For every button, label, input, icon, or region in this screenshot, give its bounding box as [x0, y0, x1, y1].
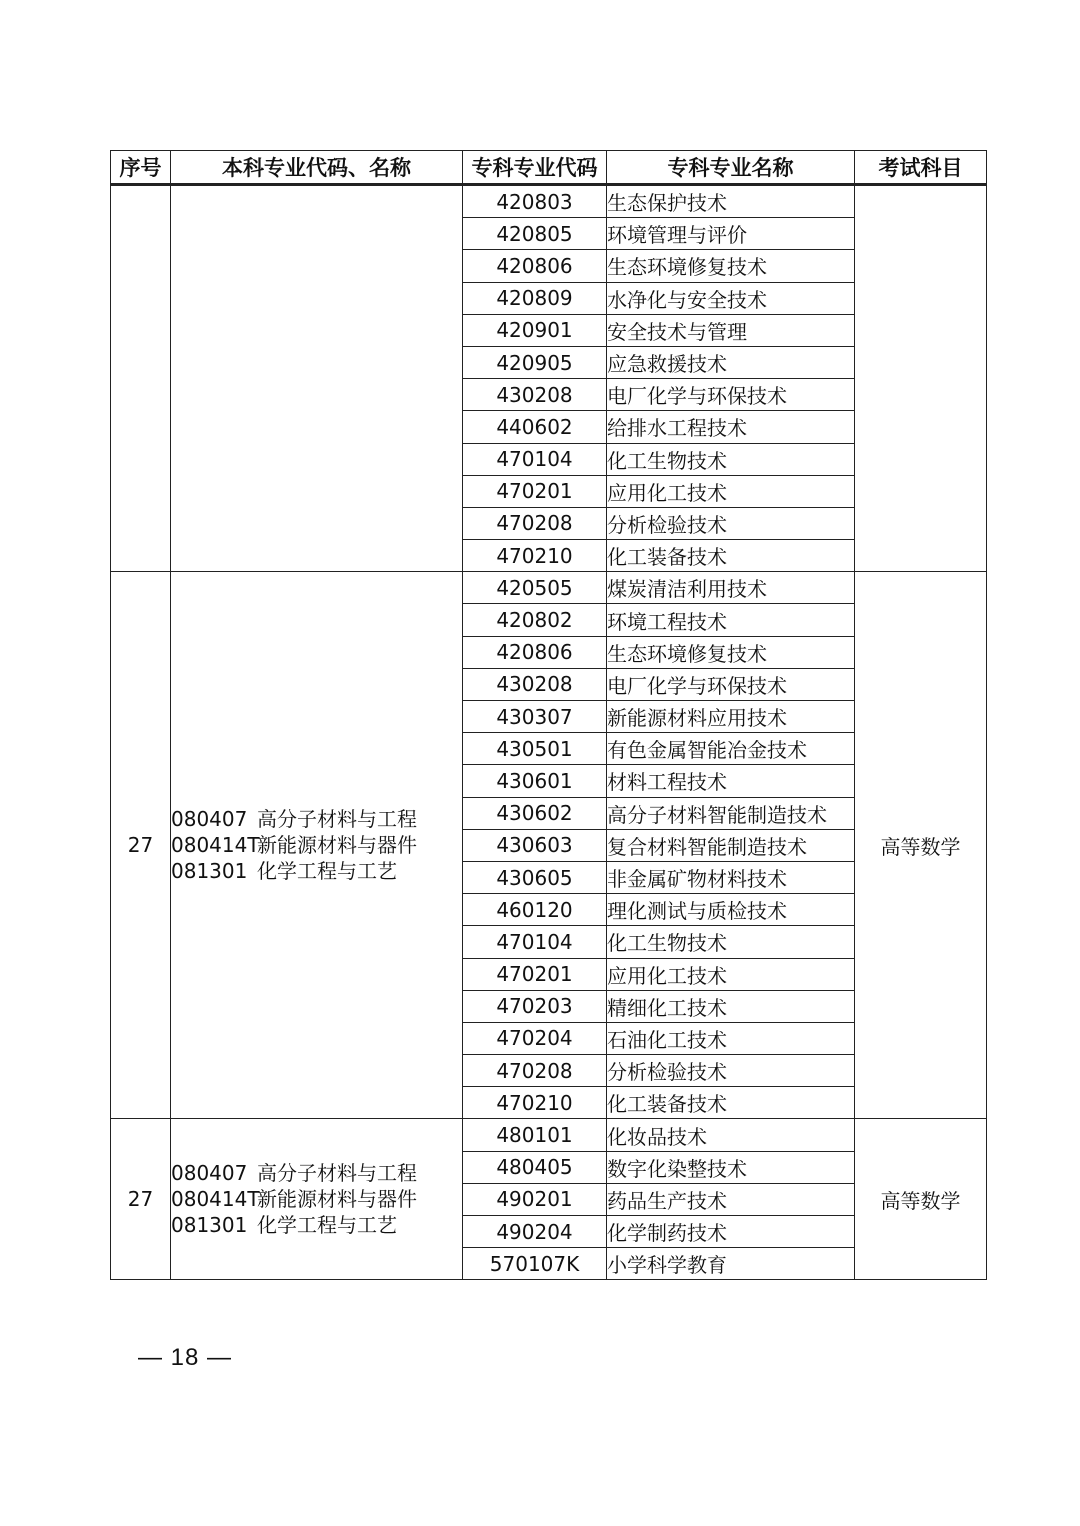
- header-code: 专科专业代码: [463, 151, 607, 185]
- table-row: [111, 185, 987, 218]
- college-name: 电厂化学与环保技术: [607, 379, 855, 411]
- college-code: 480101: [463, 1119, 607, 1151]
- undergrad-code: 080407: [171, 807, 248, 832]
- college-name: 煤炭清洁利用技术: [607, 572, 855, 604]
- undergrad-major: [171, 1212, 462, 1238]
- exam-subject: 高等数学: [855, 572, 987, 1119]
- header-row: [111, 151, 987, 185]
- college-name: 药品生产技术: [607, 1183, 855, 1215]
- header-seq: 序号: [111, 151, 171, 185]
- header-undergrad: 本科专业代码、名称: [171, 151, 463, 185]
- exam-subject: [855, 185, 987, 572]
- college-name: 应用化工技术: [607, 958, 855, 990]
- college-name: 化工装备技术: [607, 1087, 855, 1119]
- undergrad-major: [171, 806, 462, 832]
- undergrad-cell: [171, 185, 463, 572]
- exam-subject: 高等数学: [855, 1119, 987, 1280]
- undergrad-major: [171, 1160, 462, 1186]
- college-code: 420905: [463, 346, 607, 378]
- college-name: 化工生物技术: [607, 443, 855, 475]
- undergrad-code: 080414T: [171, 833, 260, 858]
- seq-cell: 27: [111, 572, 171, 1119]
- college-name: 环境管理与评价: [607, 218, 855, 250]
- college-name: 数字化染整技术: [607, 1151, 855, 1183]
- college-code: 470201: [463, 475, 607, 507]
- college-code: 420802: [463, 604, 607, 636]
- college-name: 分析检验技术: [607, 1055, 855, 1087]
- college-code: 470203: [463, 990, 607, 1022]
- college-code: 420505: [463, 572, 607, 604]
- college-name: 复合材料智能制造技术: [607, 829, 855, 861]
- college-name: 精细化工技术: [607, 990, 855, 1022]
- undergrad-cell: [171, 1119, 463, 1280]
- college-name: 非金属矿物材料技术: [607, 861, 855, 893]
- college-name: 高分子材料智能制造技术: [607, 797, 855, 829]
- college-code: 480405: [463, 1151, 607, 1183]
- college-name: 给排水工程技术: [607, 411, 855, 443]
- college-name: 分析检验技术: [607, 507, 855, 539]
- college-name: 电厂化学与环保技术: [607, 668, 855, 700]
- undergrad-name: 新能源材料与器件: [257, 833, 417, 858]
- college-code: 470208: [463, 1055, 607, 1087]
- college-name: 生态环境修复技术: [607, 250, 855, 282]
- college-code: 570107K: [463, 1248, 607, 1280]
- college-code: 430603: [463, 829, 607, 861]
- college-name: 化妆品技术: [607, 1119, 855, 1151]
- college-name: 理化测试与质检技术: [607, 894, 855, 926]
- college-code: 430602: [463, 797, 607, 829]
- undergrad-name: 新能源材料与器件: [257, 1187, 417, 1212]
- undergrad-name: 化学工程与工艺: [257, 1213, 397, 1238]
- college-code: 430501: [463, 733, 607, 765]
- college-name: 石油化工技术: [607, 1022, 855, 1054]
- undergrad-name: 化学工程与工艺: [257, 859, 397, 884]
- header-name: 专科专业名称: [607, 151, 855, 185]
- college-code: 420803: [463, 185, 607, 218]
- college-code: 420806: [463, 636, 607, 668]
- undergrad-code: 080407: [171, 1161, 248, 1186]
- college-name: 应用化工技术: [607, 475, 855, 507]
- undergrad-code: 081301: [171, 859, 248, 884]
- college-code: 430601: [463, 765, 607, 797]
- college-code: 430208: [463, 379, 607, 411]
- page-number: — 18 —: [138, 1344, 233, 1371]
- table-row: [111, 1119, 987, 1151]
- college-name: 新能源材料应用技术: [607, 701, 855, 733]
- college-code: 470204: [463, 1022, 607, 1054]
- college-code: 430307: [463, 701, 607, 733]
- undergrad-name: 高分子材料与工程: [257, 1161, 417, 1186]
- college-name: 环境工程技术: [607, 604, 855, 636]
- college-code: 470210: [463, 540, 607, 572]
- undergrad-cell: [171, 572, 463, 1119]
- table-body: [111, 185, 987, 1280]
- college-name: 水净化与安全技术: [607, 282, 855, 314]
- college-name: 生态保护技术: [607, 185, 855, 218]
- college-code: 470210: [463, 1087, 607, 1119]
- undergrad-code: 081301: [171, 1213, 248, 1238]
- college-code: 470201: [463, 958, 607, 990]
- undergrad-major: [171, 858, 462, 884]
- college-code: 420809: [463, 282, 607, 314]
- header-subject: 考试科目: [855, 151, 987, 185]
- college-code: 470208: [463, 507, 607, 539]
- college-code: 440602: [463, 411, 607, 443]
- college-code: 490204: [463, 1216, 607, 1248]
- college-code: 430605: [463, 861, 607, 893]
- college-name: 小学科学教育: [607, 1248, 855, 1280]
- college-name: 化学制药技术: [607, 1216, 855, 1248]
- seq-cell: 27: [111, 1119, 171, 1280]
- college-code: 490201: [463, 1183, 607, 1215]
- undergrad-major: [171, 1186, 462, 1212]
- college-name: 有色金属智能冶金技术: [607, 733, 855, 765]
- college-code: 420806: [463, 250, 607, 282]
- college-code: 420901: [463, 314, 607, 346]
- table-row: [111, 572, 987, 604]
- college-code: 460120: [463, 894, 607, 926]
- majors-table: [110, 150, 987, 1280]
- undergrad-name: 高分子材料与工程: [257, 807, 417, 832]
- college-name: 安全技术与管理: [607, 314, 855, 346]
- college-code: 470104: [463, 443, 607, 475]
- undergrad-code: 080414T: [171, 1187, 260, 1212]
- college-name: 材料工程技术: [607, 765, 855, 797]
- college-name: 应急救援技术: [607, 346, 855, 378]
- seq-cell: [111, 185, 171, 572]
- college-code: 420805: [463, 218, 607, 250]
- undergrad-major: [171, 832, 462, 858]
- college-code: 470104: [463, 926, 607, 958]
- college-name: 生态环境修复技术: [607, 636, 855, 668]
- college-name: 化工装备技术: [607, 540, 855, 572]
- college-name: 化工生物技术: [607, 926, 855, 958]
- college-code: 430208: [463, 668, 607, 700]
